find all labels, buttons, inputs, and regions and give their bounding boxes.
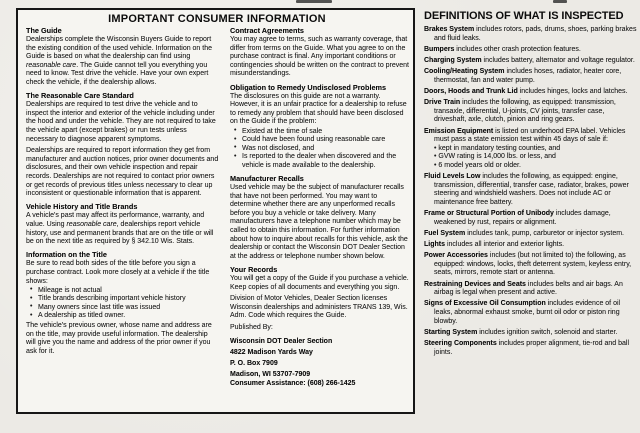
section-heading: Information on the Title <box>26 250 107 260</box>
section <box>26 203 219 246</box>
paragraph: Division of Motor Vehicles, Dealer Section licenses Wisconsin dealerships and administers TRANS 139, Wis. Adm. Code which requires the Guide. <box>230 295 408 320</box>
paragraph: The disclosures on this guide are not a warranty. However, it is an unfair practice for a dealership to refuse to remedy any problem that should have been disclosed on the Guide if the problem: <box>230 92 407 126</box>
bullet-item: • Was not disclosed, and <box>234 144 315 152</box>
definition-term: Cooling/Heating System <box>424 68 505 76</box>
section-heading: The Guide <box>26 26 62 35</box>
paragraph: You will get a copy of the Guide if you purchase a vehicle. Keep copies of all documents and everything you sign. <box>230 275 409 291</box>
bullet-item: • Mileage is not actual <box>30 286 102 294</box>
definition-item: Steering Components includes proper alignment, tie-rod and ball joints. <box>424 339 630 356</box>
section <box>230 84 410 171</box>
paragraph: Dealerships are required to report information they get from manufacturer and auction notices, prior owner documents and disclosures, and their own vehicle inspection and repair records. Dealerships are not required to contact prior owners or get records of previous titles unless necessary to clear up inconsistent or questionable information that is apparent. <box>26 147 219 198</box>
definition-item: Power Accessories includes (but not limited to) the following, as equipped: windows, locks, theft deterrent system, keyless entry, seats, mirrors, remote start or antenna. <box>424 252 632 277</box>
definition-term: Brakes System <box>424 26 475 33</box>
paragraph: The vehicle's previous owner, whose name and address are on the title, may provide useful information. The dealership will give you the name and address of the prior owner if you ask for it. <box>26 322 212 355</box>
paragraph: Used vehicle may be the subject of manufacturer recalls that have not been performed. You may want to determine whether there are any unperformed recalls before you buy a vehicle or take delivery. Many manufacturers have a telephone number which may be called to obtain this information. For further information about how to inquire about recalls for this vehicle, ask the dealership or contact the Wisconsin DOT Dealer Section at the address or telephone number shown below. <box>230 184 408 260</box>
definition-item: Emission Equipment is listed on underhood EPA label. Vehicles must pass a state emission test within 45 days of sale if: • kept in mandatory testing counties, and • GVW rating is 14,000 lbs. or less, and • 6 model years old or older. <box>424 128 637 171</box>
section <box>26 27 219 88</box>
address-line: 4822 Madison Yards Way <box>230 348 313 356</box>
bullet-dot: • <box>30 311 33 319</box>
section <box>230 27 410 79</box>
definition-term: Doors, Hoods and Trunk Lid <box>424 87 518 95</box>
definition-item: Signs of Excessive Oil Consumption includes evidence of oil leaks, abnormal exhaust smoke, burnt oil odor or piston ring blowby. <box>424 300 621 325</box>
definition-term: Restraining Devices and Seats <box>424 280 526 288</box>
section-heading: Vehicle History and Title Brands <box>26 202 138 212</box>
definition-item: Drive Train includes the following, as equipped: transmission, transaxle, differential, U-joints, CV joints, transfer case, driveshaft, axle, clutch, pinion and ring gears. <box>424 99 616 124</box>
definition-item: Fluid Levels Low includes the following, as equipped: engine, transmission, differential, transfer case, radiator, brakes, power steering and windshield washers. Does not include AC or maintenance free battery. <box>424 173 629 206</box>
address-line: P. O. Box 7909 <box>230 359 278 367</box>
bullet-dot: • <box>30 303 33 311</box>
definition-item: Starting System includes ignition switch, solenoid and starter. <box>424 328 618 336</box>
box-title: IMPORTANT CONSUMER INFORMATION <box>108 13 326 25</box>
bullet-dot: • <box>234 144 237 152</box>
section <box>26 251 219 356</box>
section-heading: Contract Agreements <box>230 26 304 35</box>
address-line: Madison, WI 53707-7909 <box>230 370 311 378</box>
definition-term: Lights <box>424 241 445 248</box>
bullet-item: • A dealership as titled owner. <box>30 311 126 320</box>
scan-artifact <box>553 0 567 3</box>
definition-item: Brakes System includes rotors, pads, drums, shoes, parking brakes and fluid leaks. <box>424 26 637 42</box>
definition-term: Bumpers <box>424 45 455 53</box>
definition-item: Fuel System includes tank, pump, carburetor or injector system. <box>424 229 624 237</box>
definition-term: Starting System <box>424 328 478 336</box>
definitions-column <box>424 10 637 357</box>
bullet-dot: • <box>30 286 33 294</box>
box-columns <box>26 27 408 388</box>
section-heading: Manufacturer Recalls <box>230 174 304 183</box>
definition-term: Emission Equipment <box>424 127 494 135</box>
address-line: Wisconsin DOT Dealer Section <box>230 337 333 345</box>
scan-artifact <box>296 0 332 3</box>
definition-item: Restraining Devices and Seats includes belts and air bags. An airbag is legal when present and active. <box>424 280 623 297</box>
definition-item: Doors, Hoods and Trunk Lid includes hinges, locks and latches. <box>424 87 628 95</box>
bullet-dot: • <box>30 294 33 302</box>
definition-term: Fuel System <box>424 229 466 237</box>
section <box>230 175 410 261</box>
paragraph: Published By: <box>230 324 273 331</box>
paragraph: A vehicle's past may affect its performance, warranty, and value. Using reasonable care, dealerships report vehicle history, use and permanent brands that are on the title or will be on the next title as required by § 342.10 Wis. Stats. <box>26 212 214 246</box>
bullet-list <box>26 287 219 321</box>
definition-term: Steering Components <box>424 339 497 347</box>
definition-term: Charging System <box>424 56 482 64</box>
definition-item: Lights includes all interior and exterior lights. <box>424 241 565 248</box>
definition-term: Signs of Excessive Oil Consumption <box>424 300 546 308</box>
bullet-item: • Title brands describing important vehicle history <box>30 294 186 303</box>
paragraph: Dealerships are required to test drive the vehicle and to inspect the interior and exterior of the vehicle including under the hood and under the vehicle. They are not required to take the vehicle apart (except brakes) or run tests unless necessary to diagnose apparent symptoms. <box>26 101 216 143</box>
middle-column <box>230 27 410 388</box>
bullet-item: • Existed at the time of sale <box>234 127 323 135</box>
definitions-title: DEFINITIONS OF WHAT IS INSPECTED <box>424 10 624 22</box>
bullet-list <box>230 128 410 171</box>
section-heading: Your Records <box>230 264 278 274</box>
section <box>26 92 219 199</box>
bullet-dot: • <box>234 135 237 143</box>
left-column <box>26 27 219 388</box>
bullet-dot: • <box>234 127 237 135</box>
section-heading: Obligation to Remedy Undisclosed Problems <box>230 82 387 92</box>
definition-bullet: • 6 model years old or older. <box>434 161 521 169</box>
bullet-item: • Could have been found using reasonable care <box>234 135 386 144</box>
address-block <box>230 336 410 380</box>
bullet-item: • Is reported to the dealer when discovered and the vehicle is made available to the dealership. <box>234 152 397 169</box>
definition-bullet: • GVW rating is 14,000 lbs. or less, and <box>434 153 556 161</box>
definition-item: Charging System includes battery, alternator and voltage regulator. <box>424 56 635 64</box>
definition-term: Power Accessories <box>424 252 488 260</box>
definition-item: Frame or Structural Portion of Unibody includes damage, weakened by rust, repairs or alignment. <box>424 210 611 226</box>
bullet-item: • Many owners since last title was issued <box>30 303 161 311</box>
paragraph: Dealerships complete the Wisconsin Buyers Guide to report the existing condition of the used vehicle. Information on the Guide is based on what the dealership can find using reasonable care. The Guide cannot tell you everything you need to know. Test drive the vehicle. Have your own expert check the vehicle, if the dealership allows. <box>26 36 213 87</box>
definitions-list <box>424 26 637 357</box>
section-heading: The Reasonable Care Standard <box>26 91 134 101</box>
definition-item: Cooling/Heating System includes hoses, radiator, heater core, thermostat, fan and water pump. <box>424 68 622 84</box>
paragraph: You may agree to terms, such as warranty coverage, that differ from terms on the Guide. What you agree to on the purchase contract is final. Any important conditions or contingencies should be written on the contract to prevent misunderstandings. <box>230 36 409 78</box>
section <box>230 266 410 388</box>
definition-term: Drive Train <box>424 99 461 107</box>
definition-term: Frame or Structural Portion of Unibody <box>424 210 554 218</box>
definition-bullet: • kept in mandatory testing counties, and <box>434 144 561 152</box>
paragraph: Consumer Assistance: (608) 266-1425 <box>230 379 356 387</box>
paragraph: Be sure to read both sides of the title before you sign a purchase contract. Look more closely at a vehicle if the title shows: <box>26 260 210 285</box>
definition-term: Fluid Levels Low <box>424 173 481 181</box>
definition-item: Bumpers includes other crash protection features. <box>424 45 581 53</box>
bullet-dot: • <box>234 152 237 160</box>
consumer-info-box <box>16 8 415 414</box>
